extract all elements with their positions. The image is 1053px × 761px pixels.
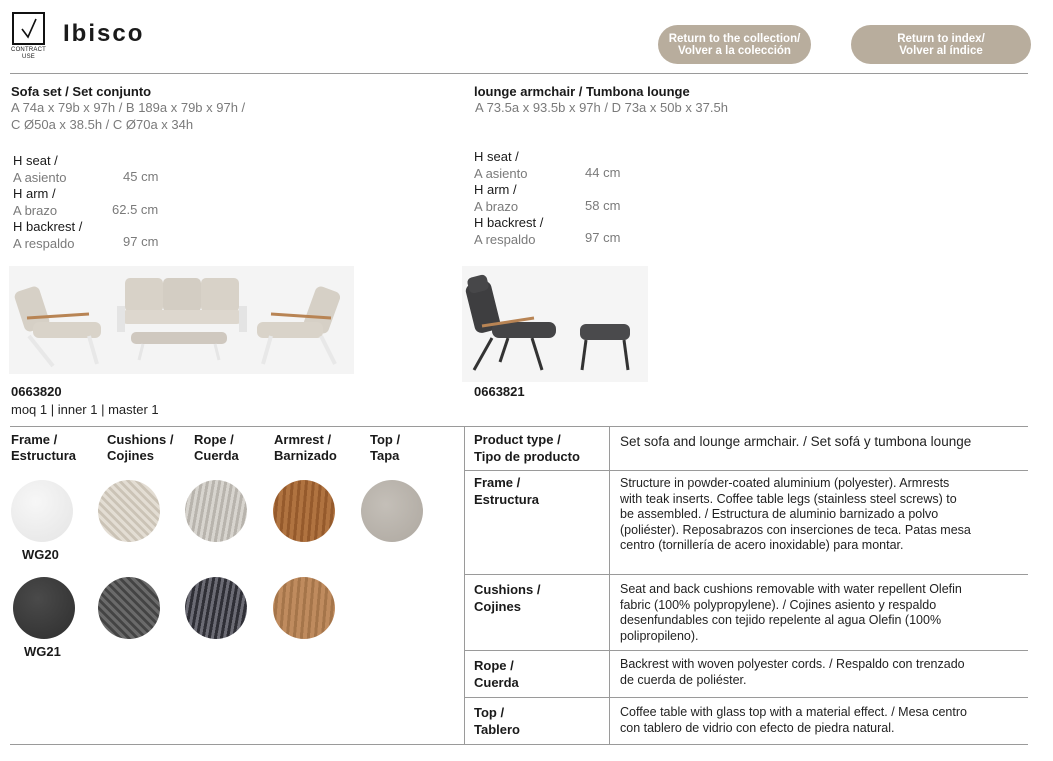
- spec-text-top: Coffee table with glass top with a material effect. / Mesa centro con tablero de vidrio con efecto de piedra natural.: [620, 705, 967, 735]
- measure-arm-right: H arm / A brazo 58 cm: [474, 182, 621, 214]
- product-dimensions-sofa-set: A 74a x 79b x 97h / B 189a x 79b x 97h / C Ø50a x 38.5h / C Ø70a x 34h: [11, 100, 246, 132]
- measure-seat-right: H seat / A asiento 44 cm: [474, 149, 621, 181]
- spec-header-product-type: Product type / Tipo de producto: [474, 432, 580, 464]
- spec-header-cushions: Cushions / Cojines: [474, 582, 541, 614]
- swatch-top-stone: [361, 480, 423, 542]
- lounge-armchair-image: [462, 266, 648, 382]
- sofa-set-image: [9, 266, 354, 374]
- product-title-sofa-set: Sofa set / Set conjunto: [11, 84, 152, 99]
- contract-use-logo: [10, 12, 48, 61]
- checkmark-icon: [12, 12, 45, 45]
- swatch-teak-light: [273, 577, 335, 639]
- spec-header-top: Top / Tablero: [474, 705, 520, 737]
- spec-text-frame: Structure in powder-coated aluminium (polyester). Armrests with teak inserts. Coffee table legs (stainless steel screws) to be assembled. / Estructura de aluminio barnizado a polvo (poliéster). Reposabrazos con inserciones de teca. Patas mesa centro (tornillería de acero inoxidable) para montar.: [620, 476, 971, 553]
- spec-row-divider: [464, 697, 1028, 698]
- swatch-teak-dark: [273, 480, 335, 542]
- spec-row-divider: [464, 470, 1028, 471]
- finish-code-wg21: WG21: [24, 644, 61, 659]
- swatch-frame-white: [11, 480, 73, 542]
- finish-code-wg20: WG20: [22, 547, 59, 562]
- header-divider: [10, 73, 1028, 74]
- moq-info: moq 1 | inner 1 | master 1: [11, 402, 159, 417]
- logo-text: CONTRACT USE: [11, 47, 46, 60]
- return-collection-button[interactable]: Return to the collection/ Volver a la colección: [658, 25, 811, 64]
- measure-backrest-right: H backrest / A respaldo 97 cm: [474, 215, 621, 247]
- product-title-lounge-armchair: lounge armchair / Tumbona lounge: [474, 84, 690, 99]
- spec-row-divider: [464, 650, 1028, 651]
- measure-seat-left: H seat / A asiento 45 cm: [13, 153, 159, 185]
- page-title: Ibisco: [63, 20, 145, 47]
- spec-row-divider: [464, 574, 1028, 575]
- spec-text-rope: Backrest with woven polyester cords. / Respaldo con trenzado de cuerda de poliéster.: [620, 657, 965, 687]
- swatch-rope-dark: [185, 577, 247, 639]
- section-divider: [10, 426, 1028, 427]
- swatch-header-armrest: Armrest / Barnizado: [274, 432, 337, 463]
- spec-header-frame: Frame / Estructura: [474, 475, 540, 507]
- swatch-header-rope: Rope / Cuerda: [194, 432, 239, 463]
- measure-backrest-left: H backrest / A respaldo 97 cm: [13, 219, 159, 251]
- product-dimensions-lounge: A 73.5a x 93.5b x 97h / D 73a x 50b x 37.5h: [475, 100, 728, 115]
- spec-header-rope: Rope / Cuerda: [474, 658, 519, 690]
- swatch-cushion-beige: [98, 480, 160, 542]
- swatch-rope-light: [185, 480, 247, 542]
- swatch-header-cushions: Cushions / Cojines: [107, 432, 174, 463]
- product-code-sofa-set: 0663820: [11, 384, 62, 399]
- spec-text-cushions: Seat and back cushions removable with water repellent Olefin fabric (100% polypropylene). / Cojines asiento y respaldo desenfundables con tejido repelente al agua Olefin (100% polipropileno).: [620, 582, 962, 643]
- product-code-lounge: 0663821: [474, 384, 525, 399]
- swatch-header-top: Top / Tapa: [370, 432, 401, 463]
- swatch-frame-dark: [13, 577, 75, 639]
- measure-arm-left: H arm / A brazo 62.5 cm: [13, 186, 159, 218]
- footer-divider: [10, 744, 1028, 745]
- return-index-button[interactable]: Return to index/ Volver al índice: [851, 25, 1031, 64]
- swatch-cushion-dark: [98, 577, 160, 639]
- spec-text-product-type: Set sofa and lounge armchair. / Set sofá y tumbona lounge: [620, 434, 972, 449]
- swatch-header-frame: Frame / Estructura: [11, 432, 77, 463]
